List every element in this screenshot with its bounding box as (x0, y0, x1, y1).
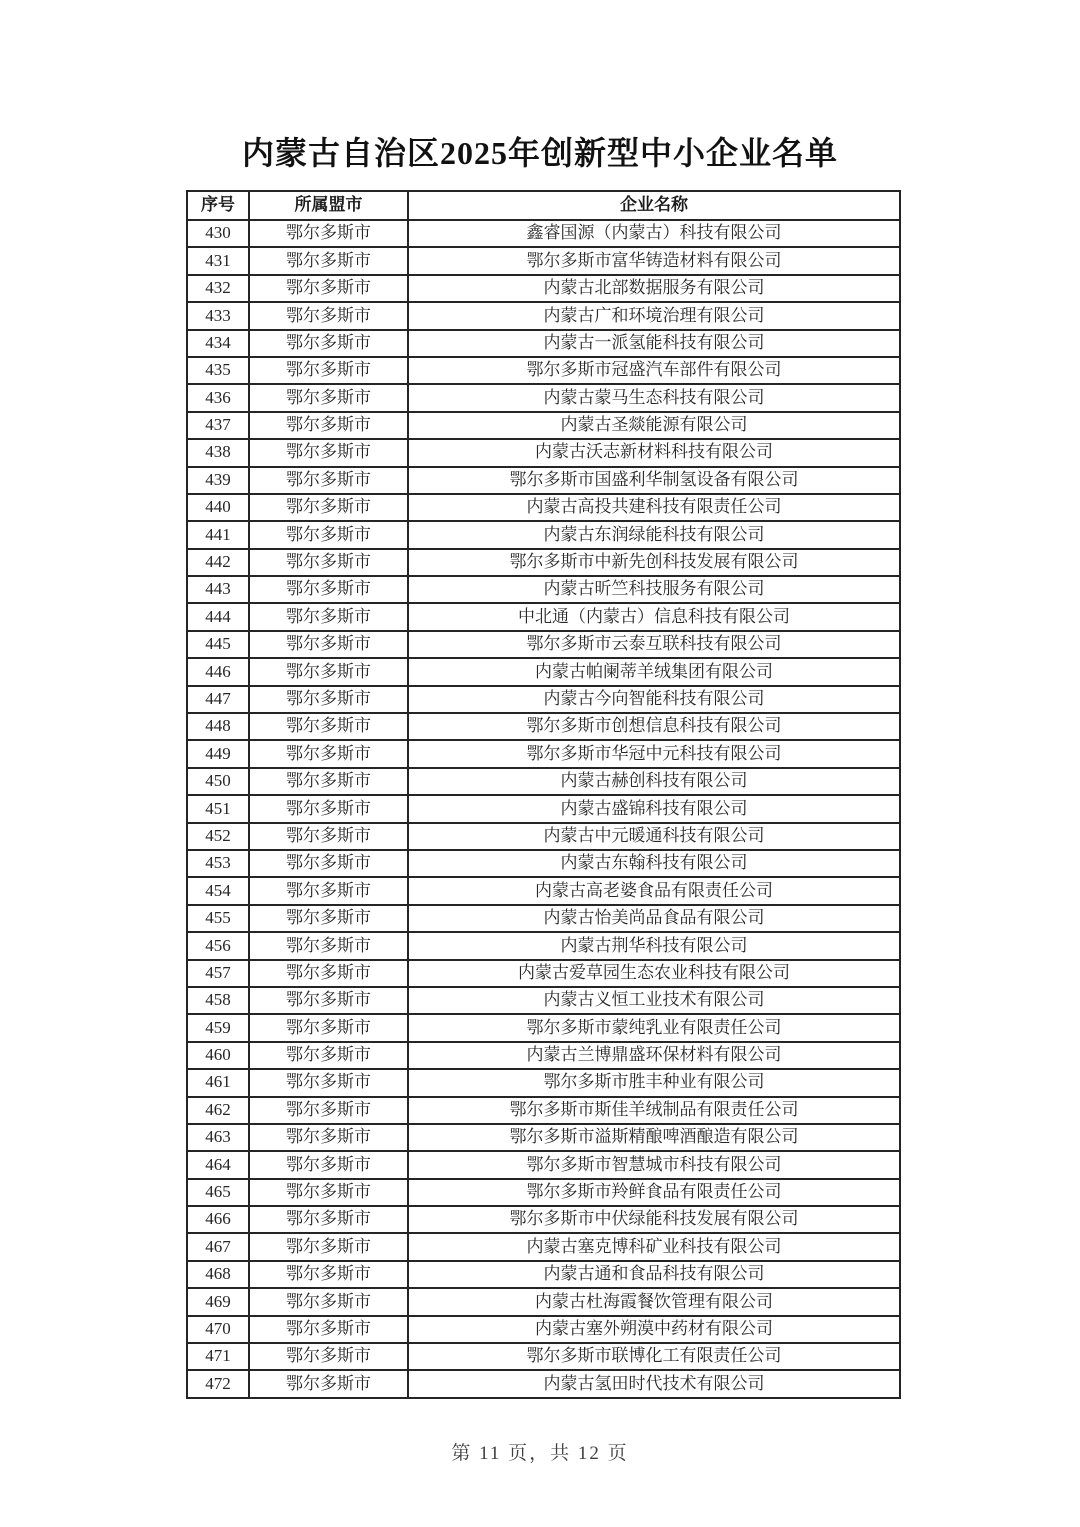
col-header-index: 序号 (187, 191, 249, 220)
table-row (187, 576, 900, 603)
row-city-cell: 鄂尔多斯市 (249, 1151, 408, 1178)
table-row (187, 1124, 900, 1151)
table-row (187, 357, 900, 384)
row-company-cell: 鄂尔多斯市中新先创科技发展有限公司 (408, 549, 900, 576)
company-table (186, 190, 901, 1399)
row-index-cell: 457 (187, 960, 249, 987)
table-row (187, 384, 900, 411)
row-company-cell: 鑫睿国源（内蒙古）科技有限公司 (408, 220, 900, 247)
row-index-cell: 444 (187, 603, 249, 630)
row-index-cell: 447 (187, 686, 249, 713)
table-row (187, 439, 900, 466)
row-index-cell: 454 (187, 877, 249, 904)
row-city-cell: 鄂尔多斯市 (249, 1370, 408, 1397)
row-city-cell: 鄂尔多斯市 (249, 1261, 408, 1288)
table-row (187, 877, 900, 904)
row-index-cell: 470 (187, 1316, 249, 1343)
table-row (187, 1069, 900, 1096)
row-city-cell: 鄂尔多斯市 (249, 1206, 408, 1233)
table-row (187, 960, 900, 987)
row-company-cell: 内蒙古帕阑蒂羊绒集团有限公司 (408, 658, 900, 685)
table-row (187, 686, 900, 713)
row-city-cell: 鄂尔多斯市 (249, 713, 408, 740)
row-city-cell: 鄂尔多斯市 (249, 1179, 408, 1206)
table-row (187, 1151, 900, 1178)
row-company-cell: 内蒙古怡美尚品食品有限公司 (408, 905, 900, 932)
table-row (187, 603, 900, 630)
row-index-cell: 446 (187, 658, 249, 685)
row-index-cell: 437 (187, 412, 249, 439)
row-index-cell: 465 (187, 1179, 249, 1206)
row-index-cell: 471 (187, 1343, 249, 1370)
table-row (187, 768, 900, 795)
row-city-cell: 鄂尔多斯市 (249, 905, 408, 932)
row-company-cell: 鄂尔多斯市创想信息科技有限公司 (408, 713, 900, 740)
row-company-cell: 内蒙古东润绿能科技有限公司 (408, 521, 900, 548)
row-city-cell: 鄂尔多斯市 (249, 467, 408, 494)
table-row (187, 658, 900, 685)
table-row (187, 1261, 900, 1288)
table-header (187, 191, 900, 220)
table-row (187, 1370, 900, 1397)
row-company-cell: 鄂尔多斯市溢斯精酿啤酒酿造有限公司 (408, 1124, 900, 1151)
table-row (187, 713, 900, 740)
page-title: 内蒙古自治区2025年创新型中小企业名单 (241, 135, 838, 171)
row-company-cell: 内蒙古圣燚能源有限公司 (408, 412, 900, 439)
row-city-cell: 鄂尔多斯市 (249, 549, 408, 576)
row-index-cell: 441 (187, 521, 249, 548)
table-row (187, 631, 900, 658)
row-city-cell: 鄂尔多斯市 (249, 987, 408, 1014)
row-company-cell: 内蒙古昕竺科技服务有限公司 (408, 576, 900, 603)
row-city-cell: 鄂尔多斯市 (249, 1316, 408, 1343)
row-city-cell: 鄂尔多斯市 (249, 1124, 408, 1151)
row-city-cell: 鄂尔多斯市 (249, 768, 408, 795)
col-header-city: 所属盟市 (249, 191, 408, 220)
row-index-cell: 439 (187, 467, 249, 494)
row-company-cell: 内蒙古东翰科技有限公司 (408, 850, 900, 877)
row-city-cell: 鄂尔多斯市 (249, 1288, 408, 1315)
row-index-cell: 463 (187, 1124, 249, 1151)
row-city-cell: 鄂尔多斯市 (249, 384, 408, 411)
row-city-cell: 鄂尔多斯市 (249, 932, 408, 959)
table-row (187, 987, 900, 1014)
row-company-cell: 内蒙古蒙马生态科技有限公司 (408, 384, 900, 411)
row-company-cell: 内蒙古今向智能科技有限公司 (408, 686, 900, 713)
table-row (187, 1014, 900, 1041)
row-index-cell: 453 (187, 850, 249, 877)
row-index-cell: 468 (187, 1261, 249, 1288)
row-company-cell: 中北通（内蒙古）信息科技有限公司 (408, 603, 900, 630)
row-index-cell: 449 (187, 740, 249, 767)
table-body (187, 220, 900, 1398)
row-city-cell: 鄂尔多斯市 (249, 330, 408, 357)
row-company-cell: 内蒙古广和环境治理有限公司 (408, 302, 900, 329)
row-company-cell: 鄂尔多斯市华冠中元科技有限公司 (408, 740, 900, 767)
row-index-cell: 466 (187, 1206, 249, 1233)
row-index-cell: 443 (187, 576, 249, 603)
row-index-cell: 433 (187, 302, 249, 329)
row-company-cell: 鄂尔多斯市羚鲜食品有限责任公司 (408, 1179, 900, 1206)
table-row (187, 521, 900, 548)
row-city-cell: 鄂尔多斯市 (249, 877, 408, 904)
table-row (187, 932, 900, 959)
row-company-cell: 内蒙古荆华科技有限公司 (408, 932, 900, 959)
row-company-cell: 内蒙古塞克博科矿业科技有限公司 (408, 1233, 900, 1260)
row-city-cell: 鄂尔多斯市 (249, 1069, 408, 1096)
row-index-cell: 436 (187, 384, 249, 411)
table-row (187, 467, 900, 494)
row-index-cell: 435 (187, 357, 249, 384)
row-index-cell: 442 (187, 549, 249, 576)
row-city-cell: 鄂尔多斯市 (249, 247, 408, 274)
page-number-indicator: 第 11 页，共 12 页 (451, 1443, 629, 1464)
row-company-cell: 鄂尔多斯市蒙纯乳业有限责任公司 (408, 1014, 900, 1041)
row-company-cell: 鄂尔多斯市冠盛汽车部件有限公司 (408, 357, 900, 384)
row-company-cell: 鄂尔多斯市智慧城市科技有限公司 (408, 1151, 900, 1178)
row-city-cell: 鄂尔多斯市 (249, 275, 408, 302)
row-index-cell: 452 (187, 823, 249, 850)
row-city-cell: 鄂尔多斯市 (249, 823, 408, 850)
row-company-cell: 鄂尔多斯市中伏绿能科技发展有限公司 (408, 1206, 900, 1233)
table-row (187, 275, 900, 302)
row-index-cell: 455 (187, 905, 249, 932)
row-city-cell: 鄂尔多斯市 (249, 521, 408, 548)
table-row (187, 247, 900, 274)
row-city-cell: 鄂尔多斯市 (249, 494, 408, 521)
row-city-cell: 鄂尔多斯市 (249, 631, 408, 658)
table-row (187, 850, 900, 877)
row-city-cell: 鄂尔多斯市 (249, 576, 408, 603)
row-index-cell: 430 (187, 220, 249, 247)
row-city-cell: 鄂尔多斯市 (249, 1014, 408, 1041)
table-row (187, 1097, 900, 1124)
row-city-cell: 鄂尔多斯市 (249, 1097, 408, 1124)
row-company-cell: 内蒙古爱草园生态农业科技有限公司 (408, 960, 900, 987)
row-company-cell: 内蒙古兰博鼎盛环保材料有限公司 (408, 1042, 900, 1069)
row-company-cell: 内蒙古塞外朔漠中药材有限公司 (408, 1316, 900, 1343)
col-header-company: 企业名称 (408, 191, 900, 220)
table-row (187, 1233, 900, 1260)
table-row (187, 1343, 900, 1370)
row-company-cell: 鄂尔多斯市联博化工有限责任公司 (408, 1343, 900, 1370)
row-city-cell: 鄂尔多斯市 (249, 1233, 408, 1260)
row-city-cell: 鄂尔多斯市 (249, 439, 408, 466)
table-row (187, 494, 900, 521)
row-index-cell: 440 (187, 494, 249, 521)
row-index-cell: 456 (187, 932, 249, 959)
row-city-cell: 鄂尔多斯市 (249, 850, 408, 877)
row-company-cell: 内蒙古高投共建科技有限责任公司 (408, 494, 900, 521)
row-index-cell: 462 (187, 1097, 249, 1124)
table-row (187, 302, 900, 329)
table-row (187, 1042, 900, 1069)
row-city-cell: 鄂尔多斯市 (249, 1042, 408, 1069)
row-company-cell: 内蒙古杜海霞餐饮管理有限公司 (408, 1288, 900, 1315)
row-index-cell: 448 (187, 713, 249, 740)
row-city-cell: 鄂尔多斯市 (249, 357, 408, 384)
table-row (187, 905, 900, 932)
row-city-cell: 鄂尔多斯市 (249, 740, 408, 767)
table-row (187, 1316, 900, 1343)
table-row (187, 330, 900, 357)
row-city-cell: 鄂尔多斯市 (249, 1343, 408, 1370)
row-index-cell: 460 (187, 1042, 249, 1069)
row-city-cell: 鄂尔多斯市 (249, 658, 408, 685)
table-row (187, 549, 900, 576)
row-company-cell: 内蒙古氢田时代技术有限公司 (408, 1370, 900, 1397)
row-city-cell: 鄂尔多斯市 (249, 603, 408, 630)
row-company-cell: 内蒙古通和食品科技有限公司 (408, 1261, 900, 1288)
table-row (187, 1288, 900, 1315)
table-row (187, 823, 900, 850)
row-index-cell: 459 (187, 1014, 249, 1041)
table-row (187, 1206, 900, 1233)
table-row (187, 740, 900, 767)
row-company-cell: 内蒙古赫创科技有限公司 (408, 768, 900, 795)
row-city-cell: 鄂尔多斯市 (249, 412, 408, 439)
row-company-cell: 鄂尔多斯市斯佳羊绒制品有限责任公司 (408, 1097, 900, 1124)
row-index-cell: 464 (187, 1151, 249, 1178)
row-company-cell: 鄂尔多斯市国盛利华制氢设备有限公司 (408, 467, 900, 494)
row-company-cell: 内蒙古义恒工业技术有限公司 (408, 987, 900, 1014)
row-company-cell: 鄂尔多斯市胜丰种业有限公司 (408, 1069, 900, 1096)
row-company-cell: 内蒙古盛锦科技有限公司 (408, 795, 900, 822)
row-index-cell: 434 (187, 330, 249, 357)
row-city-cell: 鄂尔多斯市 (249, 302, 408, 329)
row-index-cell: 432 (187, 275, 249, 302)
table-row (187, 1179, 900, 1206)
row-index-cell: 431 (187, 247, 249, 274)
row-company-cell: 内蒙古高老婆食品有限责任公司 (408, 877, 900, 904)
row-city-cell: 鄂尔多斯市 (249, 686, 408, 713)
row-city-cell: 鄂尔多斯市 (249, 795, 408, 822)
row-company-cell: 内蒙古沃志新材料科技有限公司 (408, 439, 900, 466)
row-index-cell: 451 (187, 795, 249, 822)
row-company-cell: 内蒙古中元暖通科技有限公司 (408, 823, 900, 850)
table-row (187, 412, 900, 439)
row-index-cell: 472 (187, 1370, 249, 1397)
row-index-cell: 445 (187, 631, 249, 658)
row-index-cell: 467 (187, 1233, 249, 1260)
row-company-cell: 鄂尔多斯市富华铸造材料有限公司 (408, 247, 900, 274)
row-company-cell: 内蒙古北部数据服务有限公司 (408, 275, 900, 302)
row-index-cell: 461 (187, 1069, 249, 1096)
row-city-cell: 鄂尔多斯市 (249, 960, 408, 987)
row-city-cell: 鄂尔多斯市 (249, 220, 408, 247)
header-row (187, 191, 900, 220)
row-index-cell: 438 (187, 439, 249, 466)
row-index-cell: 458 (187, 987, 249, 1014)
table-row (187, 220, 900, 247)
table-row (187, 795, 900, 822)
row-index-cell: 469 (187, 1288, 249, 1315)
row-company-cell: 鄂尔多斯市云泰互联科技有限公司 (408, 631, 900, 658)
row-company-cell: 内蒙古一派氢能科技有限公司 (408, 330, 900, 357)
row-index-cell: 450 (187, 768, 249, 795)
